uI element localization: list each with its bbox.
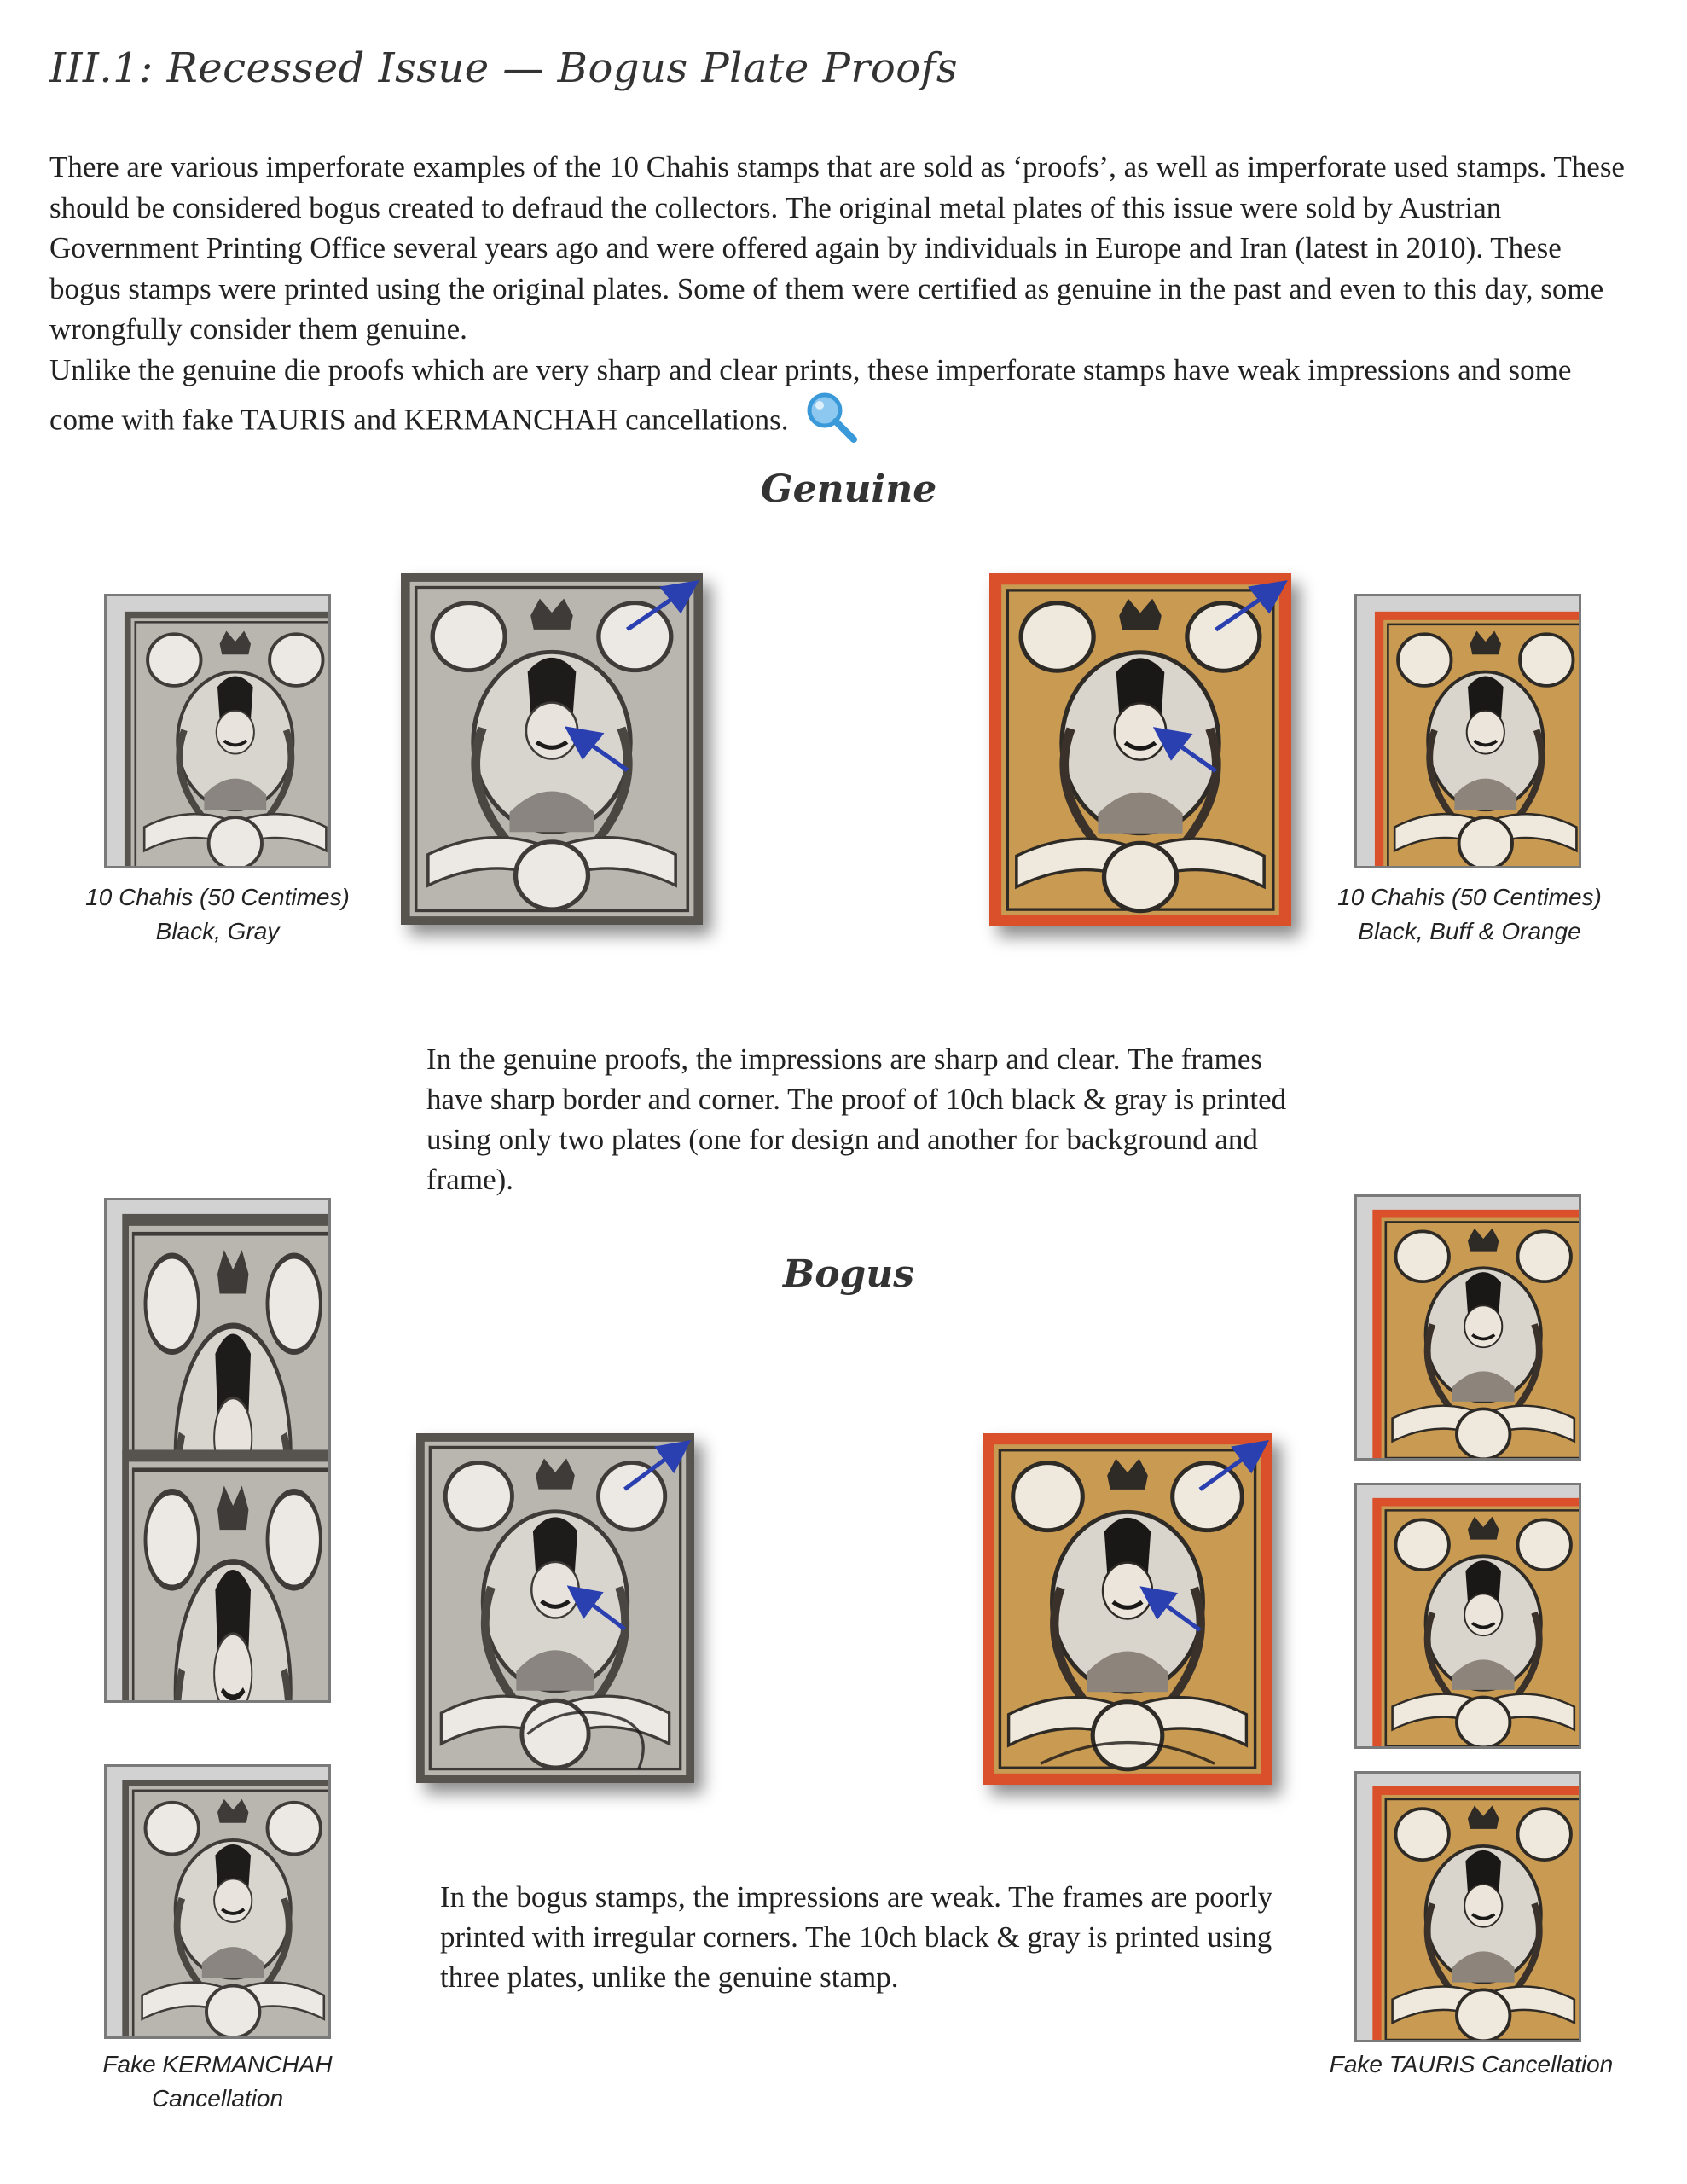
magnifier-icon[interactable]: [804, 390, 859, 456]
bogus-left-caption-line1: Fake KERMANCHAH: [102, 2051, 333, 2077]
bogus-left-caption: [68, 2048, 367, 2116]
intro-paragraph-2-text: Unlike the genuine die proofs which are very sharp and clear prints, these imperforate stamps have weak impressions and some come with fake TAURIS and KERMANCHAH cancellations.: [49, 352, 1572, 437]
genuine-gray-large-stamp: [401, 573, 703, 925]
bogus-heading: Bogus: [783, 1252, 915, 1296]
intro-paragraph-1: There are various imperforate examples of the 10 Chahis stamps that are sold as ‘proofs’, as well as imperforate used stamps. These should be considered bogus created to defraud the collectors. The original metal plates of this issue were sold by Austrian Government Printing Office several years ago and were offered again by individuals in Europe and Iran (latest in 2010). These bogus stamps were printed using the original plates. Some of them were certified as genuine in the past and even to this day, some wrongfully consider them genuine.: [49, 150, 1625, 346]
bogus-orange-large-stamp: [983, 1433, 1272, 1785]
genuine-orange-small-stamp: [1354, 594, 1581, 868]
bogus-left-caption-line2: Cancellation: [151, 2085, 284, 2111]
bogus-gray-pair-stamp: [104, 1198, 331, 1703]
genuine-right-caption: [1320, 880, 1619, 949]
bogus-orange-small-stamp-2: [1354, 1483, 1581, 1749]
bogus-orange-small-stamp-1: [1354, 1194, 1581, 1461]
bogus-orange-small-stamp-3: [1354, 1771, 1581, 2042]
genuine-left-caption-line2: Black, Gray: [155, 918, 280, 944]
bogus-gray-small-stamp: [104, 1764, 331, 2039]
genuine-gray-small-stamp: [104, 594, 331, 868]
genuine-left-caption-line1: 10 Chahis (50 Centimes): [85, 884, 350, 910]
page-title: III.1: Recessed Issue — Bogus Plate Proofs: [49, 44, 959, 92]
genuine-heading: Genuine: [761, 468, 937, 511]
genuine-right-caption-line1: 10 Chahis (50 Centimes): [1337, 884, 1602, 910]
intro-paragraph-2: [49, 350, 1636, 456]
bogus-right-caption: Fake TAURIS Cancellation: [1329, 2051, 1614, 2077]
intro-text: [49, 147, 1636, 456]
genuine-left-caption: [68, 880, 367, 949]
bogus-gray-large-stamp: [416, 1433, 694, 1783]
bogus-note: In the bogus stamps, the impressions are weak. The frames are poorly printed with irregular corners. The 10ch black & gray is printed using three plates, unlike the genuine stamp.: [440, 1880, 1273, 1994]
genuine-orange-large-stamp: [989, 573, 1291, 926]
genuine-right-caption-line2: Black, Buff & Orange: [1358, 918, 1581, 944]
genuine-note: In the genuine proofs, the impressions are sharp and clear. The frames have sharp border and corner. The proof of 10ch black & gray is printed using only two plates (one for design and another for background and frame).: [426, 1043, 1287, 1196]
